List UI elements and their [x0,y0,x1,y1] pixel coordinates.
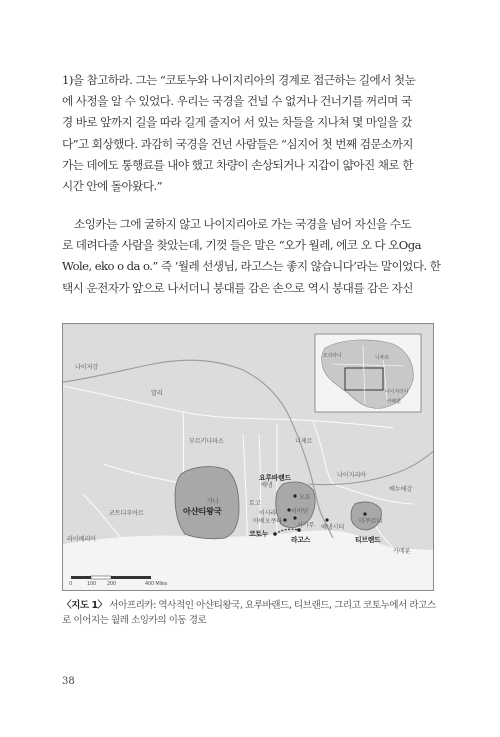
map-label-benin: 베냉 [261,482,273,489]
map-label-sagamu: 사가무 [297,522,315,529]
map-label-cote-divoire: 코트디부아르 [109,510,144,517]
caption-text: 서아프리카: 역사적인 아샨티왕국, 요루바랜드, 티브랜드, 그리고 코토누에서 라고스로 이어지는 월레 소잉카의 이동 경로 [62,600,436,626]
map-label-ghana: 가나 [207,498,219,505]
map-caption [62,598,442,628]
text-line: 택시 운전자가 앞으로 나서더니 붕대를 감은 손으로 역시 붕대를 감은 자신 [62,280,413,295]
text-line: 다”고 회상했다. 과감히 국경을 건넌 사람들은 “심지어 첫 번째 검문소까지 [62,136,413,151]
scale-tick: 400 Miles [145,581,168,587]
map-label-cotonou: 코토누 [249,530,269,538]
map-label-nigeria: 나이지리아 [337,472,366,479]
scale-tick: 0 [69,581,72,587]
map-label-burkina-faso: 부르키나파소 [189,438,224,445]
caption-label: 〈지도 1〉 [62,600,107,611]
map-label-tiv-land: 티브랜드 [355,536,381,544]
scale-tick: 200 [107,581,116,587]
text-line: Wole, eko o da o.” 즉 ‘월레 선생님, 라고스는 좋지 않습니다’라는 말이었다. 한 [62,259,441,274]
text-line: 1)을 참고하라. 그는 “코토누와 나이지리아의 경계로 접근하는 길에서 첫눈 [62,73,416,87]
map-label-yoruba-land: 요루바랜드 [259,474,291,482]
map-label-makurdi: 마쿠르디 [359,518,383,525]
inset-label: 나이지리아 [385,389,409,395]
text-line: 로 데려다줄 사람을 찾았는데, 기껏 들은 말은 “오가 월레, 에코 오 다 오Oga [62,238,422,253]
map-label-isara: 이사라 [259,510,277,517]
page-number: 38 [62,676,75,687]
paragraph-1 [62,70,442,197]
text-line: 시간 안에 돌아왔다.” [62,178,162,193]
paragraph-2 [62,214,442,299]
map-label-benin-city: 베냉시티 [321,524,345,531]
text-line: 소잉카는 그에 굴하지 않고 나이지리아로 가는 국경을 넘어 자신을 수도 [74,217,412,231]
map-label-liberia: 라이베리아 [67,536,96,543]
map-label-niger: 니제르 [295,438,313,445]
map-label-benue-river: 베누에강 [389,486,413,493]
text-line: 가는 데에도 통행료를 내야 했고 차량이 손상되거나 지갑이 얇아진 채로 한 [62,157,413,172]
map-label-niger-river: 나이저강 [75,364,99,371]
map-graphic [63,324,434,591]
map-label-lagos: 라고스 [291,536,311,544]
map-label-cameroon: 카메룬 [393,548,411,555]
inset-label: 니제르 [375,355,389,361]
inset-label: 모리타니 [323,353,342,359]
inset-label: 카메룬 [387,399,401,405]
map-label-oyo: 오요 [299,494,311,501]
text-line: 경 바로 앞까지 길을 따라 길게 줄지어 서 있는 차들을 지나쳐 몇 마일을 갔 [62,115,412,130]
text-line: 에 사정을 알 수 있었다. 우리는 국경을 건널 수 없거나 건너기를 꺼리며 국 [62,94,412,109]
map-label-ashanti: 아샨티왕국 [183,506,222,516]
map-label-abeokuta: 아베오쿠타 [253,518,282,525]
scale-tick: 100 [87,581,96,587]
map-label-mali: 말리 [151,390,163,397]
map-label-togo: 토고 [249,500,261,507]
west-africa-map [62,323,434,591]
map-label-ibadan: 이바단 [291,508,309,515]
